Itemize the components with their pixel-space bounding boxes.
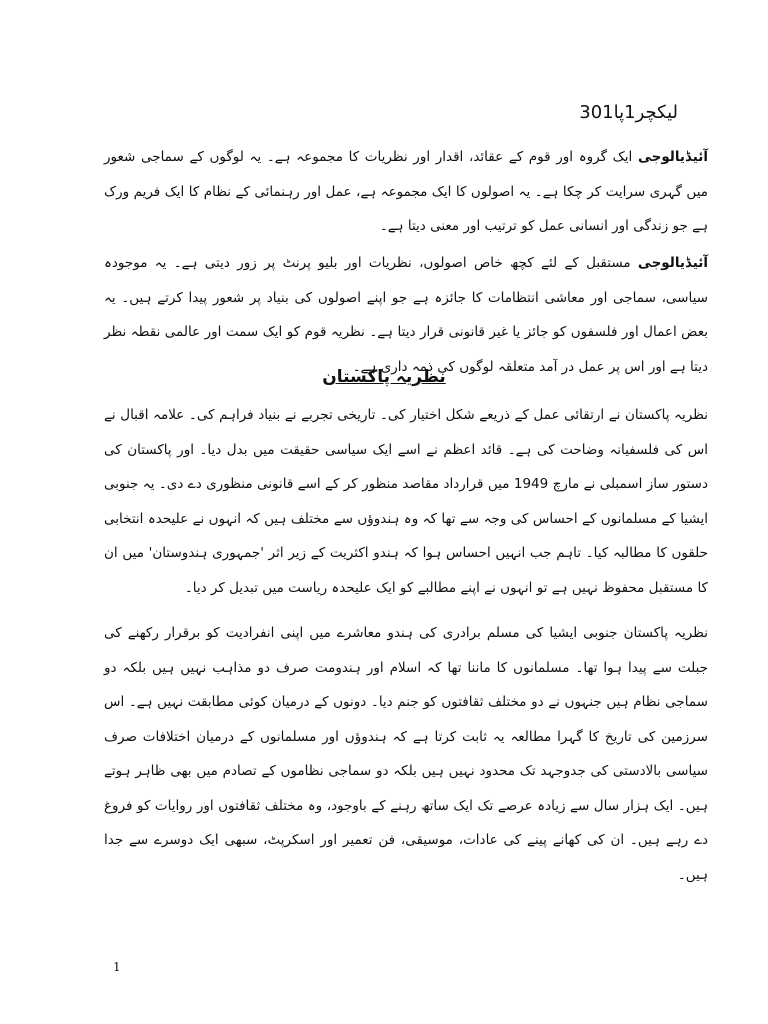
paragraph-text: مستقبل کے لئے کچھ خاص اصولوں، نظریات اور بلیو پرنٹ پر زور دیتی ہے۔ یہ موجودہ سیاسی، سماجی اور معاشی انتظامات کا جائزہ ہے جو اپنے اصولوں کی بنیاد پر شعور پیدا کرتے ہیں۔ یہ بعض اعمال اور فلسفوں کو جائز یا غیر قانونی قرار دیتا ہے۔ نظریہ قوم کو ایک سمت اور عالمی نقطہ نظر دیتا ہے اور اس پر عمل در آمد متعلقہ لوگوں کی ذمہ داری ہے۔ <box>104 255 708 375</box>
paragraph-pakistan-ideology-evolution: نظریہ پاکستان نے ارتقائی عمل کے ذریعے شکل اختیار کی۔ تاریخی تجربے نے بنیاد فراہم کی۔ علامہ اقبال نے اس کی فلسفیانہ وضاحت کی ہے۔ قائد اعظم نے اسے ایک سیاسی حقیقت میں بدل دیا۔ اور پاکستان کی دستور ساز اسمبلی نے مارچ 1949 میں قرارداد مقاصد منظور کر کے اسے قانونی منظوری دے دی۔ یہ جنوبی ایشیا کے مسلمانوں کے احساس کی وجہ سے تھا کہ وہ ہندوؤں سے مختلف ہیں کہ انہوں نے علیحدہ انتخابی حلقوں کا مطالبہ کیا۔ تاہم جب انہیں احساس ہوا کہ ہندو اکثریت کے زیر اثر 'جمہوری ہندوستان' میں ان کا مستقبل محفوظ نہیں ہے تو انہوں نے اپنے مطالبے کو ایک علیحدہ ریاست میں تبدیل کر دیا۔ <box>104 407 709 596</box>
paragraph-ideology-future <box>104 246 708 384</box>
term-ideology: آئیڈیالوجی <box>637 255 708 271</box>
lecture-label: لیکچر1پا301 <box>579 102 678 123</box>
paragraph-pakistan-ideology-origin: نظریہ پاکستان جنوبی ایشیا کی مسلم برادری کی ہندو معاشرے میں اپنی انفرادیت کو برقرار رکھنے کی جبلت سے پیدا ہوا تھا۔ مسلمانوں کا ماننا تھا کہ اسلام اور ہندومت صرف دو مذاہب نہیں ہیں بلکہ دو سماجی نظام ہیں جنہوں نے دو مختلف ثقافتوں کو جنم دیا۔ دونوں کے درمیان کوئی مطابقت نہیں ہے۔ اس سرزمین کی تاریخ کا گہرا مطالعہ یہ ثابت کرتا ہے کہ ہندوؤں اور مسلمانوں کے درمیان اختلافات صرف سیاسی بالادستی کی جدوجہد تک محدود نہیں ہیں بلکہ دو سماجی نظاموں کے تصادم میں بھی ظاہر ہوتے ہیں۔ ایک ہزار سال سے زیادہ عرصے تک ایک ساتھ رہنے کے باوجود، وہ مختلف ثقافتوں اور روایات کو فروغ دے رہے ہیں۔ ان کی کھانے پینے کی عادات، موسیقی، فن تعمیر اور اسکرپٹ، سبھی ایک دوسرے سے جدا ہیں۔ <box>104 625 708 883</box>
page-number: 1 <box>113 960 121 974</box>
paragraph-ideology-definition <box>104 140 708 244</box>
paragraph-text: ایک گروہ اور قوم کے عقائد، اقدار اور نظریات کا مجموعہ ہے۔ یہ لوگوں کے سماجی شعور میں گہری سرایت کر چکا ہے۔ یہ اصولوں کا ایک مجموعہ ہے، عمل اور رہنمائی کے نظام کا ایک فریم ورک ہے جو زندگی اور انسانی عمل کو ترتیب اور معنی دیتا ہے۔ <box>104 149 708 234</box>
term-ideology: آئیڈیالوجی <box>637 149 709 165</box>
section-heading: نظریہ پاکستان <box>322 367 446 387</box>
